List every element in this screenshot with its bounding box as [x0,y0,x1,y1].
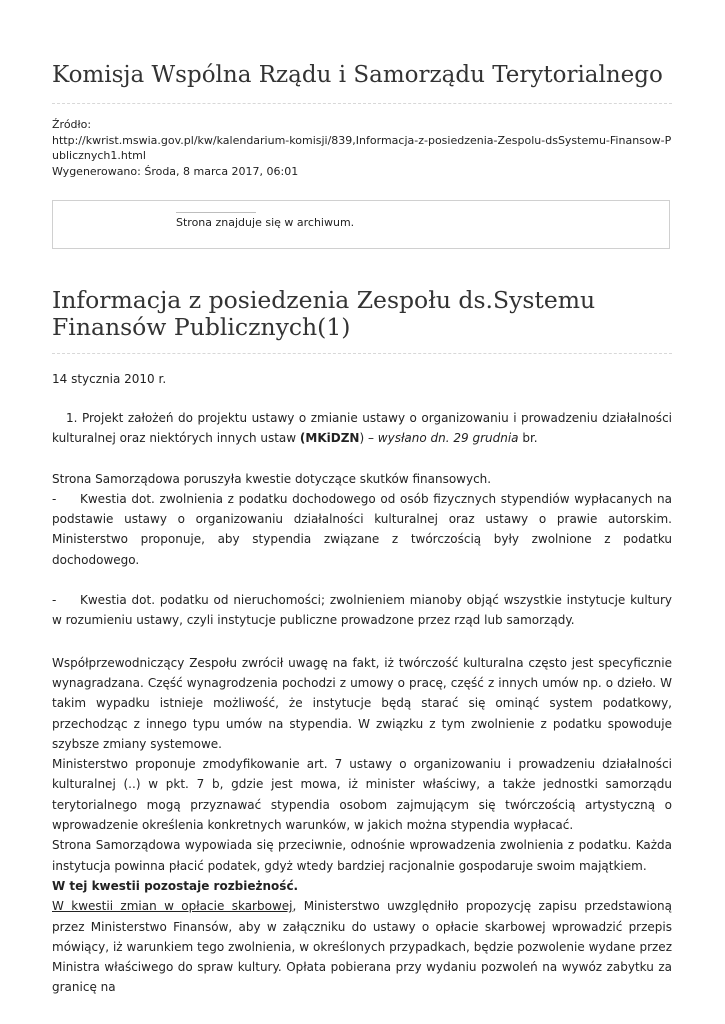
generated-timestamp: Wygenerowano: Środa, 8 marca 2017, 06:01 [52,164,299,178]
archive-divider [176,212,256,213]
bullet-item: - Kwestia dot. zwolnienia z podatku dochodowego od osób fizycznych stypendiów wypłacanych na podstawie ustawy o organizowaniu działalności kulturalnej oraz ustawy o prawie autorskim. Ministerstwo proponuje, aby stypendia związane z twórczością były zwolnione z podatku dochodowego. [52,491,672,567]
article-date: 14 stycznia 2010 r. [52,372,167,386]
divider [52,103,672,104]
archive-notice-box [52,200,670,249]
source-info [52,117,674,179]
archive-notice: Strona znajduje się w archiwum. [176,216,355,229]
paragraph: Ministerstwo proponuje zmodyfikowanie art. 7 ustawy o organizowaniu i prowadzeniu działalności kulturalnej (..) w pkt. 7 b, gdzie jest mowa, iż minister właściwy, a także jednostki samorządu terytorialnego mogą przyznawać stypendia osobom zajmującym się twórczością artystyczną o wprowadzenie określenia konkretnych warunków, w jakich można stypendia wypłacać. [52,757,672,833]
divider [52,353,672,354]
paragraph: Strona Samorządowa wypowiada się przeciwnie, odnośnie wprowadzenia zwolnienia z podatku. Każda instytucja powinna płacić podatek, gdyż wtedy bardziej racjonalnie gospodaruje swoim majątkiem. [52,838,672,873]
source-label: Źródło: [52,118,92,131]
bullet-item: - Kwestia dot. podatku od nieruchomości; zwolnieniem mianoby objąć wszystkie instytucje kultury w rozumieniu ustawy, czyli instytucje publiczne prowadzone przez rząd lub samorządy. [52,593,672,628]
list-item: 1. Projekt założeń do projektu ustawy o zmianie ustawy o organizowaniu i prowadzeniu działalności kulturalnej oraz niektórych innych ustaw (MKiDZN) – wysłano dn. 29 grudnia br. [52,411,672,446]
article-body [52,408,672,998]
paragraph: Strona Samorządowa poruszyła kwestie dotyczące skutków finansowych. [52,471,492,486]
paragraph: Współprzewodniczący Zespołu zwrócił uwagę na fakt, iż twórczość kulturalna często jest specyficznie wynagradzana. Część wynagrodzenia pochodzi z umowy o pracę, część z innych umów np. o dzieło. W takim wypadku istnieje możliwość, że instytucje będą starać się ominąć system podatkowy, przechodząc z innego typu umów na stypendia. W związku z tym zwolnienie z podatku spowoduje szybsze zmiany systemowe. [52,655,672,751]
site-title: Komisja Wspólna Rządu i Samorządu Terytorialnego [52,62,663,88]
source-url[interactable]: http://kwrist.mswia.gov.pl/kw/kalendarium-komisji/839,Informacja-z-posiedzenia-Zespolu-dsSystemu-Finansow-Publicznych1.html [52,133,672,162]
paragraph: W kwestii zmian w opłacie skarbowej, Ministerstwo uwzględniło propozycję zapisu przedstawioną przez Ministerstwo Finansów, aby w załączniku do ustawy o opłacie skarbowej wprowadzić przepis mówiący, iż warunkiem tego zwolnienia, w określonych przypadkach, będzie pozwolenie wydane przez Ministra właściwego do spraw kultury. Opłata pobierana przy wydaniu pozwoleń na wywóz zabytku za granicę na [52,899,672,995]
article-title: Informacja z posiedzenia Zespołu ds.Systemu Finansów Publicznych(1) [52,286,596,341]
paragraph-bold: W tej kwestii pozostaje rozbieżność. [52,878,299,893]
